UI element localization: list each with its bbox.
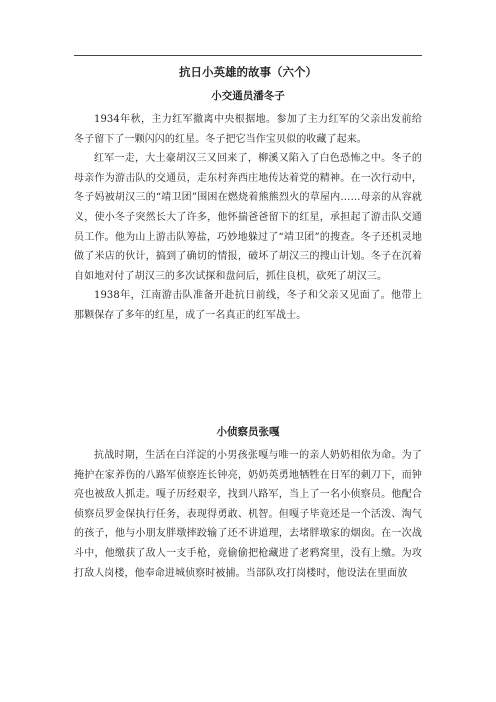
- story-section: [74, 88, 422, 326]
- paragraph: 抗战时期，生活在白洋淀的小男孩张嘎与唯一的亲人奶奶相依为命。为了掩护在家养伤的八路军侦察连长钟亮，奶奶英勇地牺牲在日军的刺刀下，而钟亮也被敌人抓走。嘎子历经艰辛，找到八路军，当上了一名小侦察员。他配合侦察员罗金保执行任务，表现得勇敢、机智。但嘎子毕竟还是一个活泼、淘气的孩子，他与小朋友胖墩摔跤输了还不讲道理，去堵胖墩家的烟囱。在一次战斗中，他缴获了敌人一支手枪，竟偷偷把枪藏进了老鸦窝里，没有上缴。为攻打敌人岗楼，他奉命进城侦察时被捕。当部队攻打岗楼时，他设法在里面放: [74, 450, 422, 579]
- document-title: 抗日小英雄的故事（六个）: [179, 65, 317, 79]
- header-rule: [74, 55, 422, 56]
- story-title: 小交通员潘冬子: [211, 90, 285, 102]
- paragraph: 1934年秋，主力红军撤离中央根据地。参加了主力红军的父亲出发前给冬子留下了一颗闪闪的红星。冬子把它当作宝贝似的收藏了起来。: [74, 114, 422, 145]
- paragraph: 红军一走，大土豪胡汉三又回来了，柳溪又陷入了白色恐怖之中。冬子的母亲作为游击队的交通员，走东村奔西庄地传达着党的精神。在一次行动中，冬子妈被胡汉三的“靖卫团”围困在燃烧着熊熊烈火的草屋内……母亲的从容就义，使小冬子突然长大了许多，他怀揣爸爸留下的红星，承担起了游击队交通员工作。他为山上游击队筹盐，巧妙地躲过了“靖卫团”的搜查。冬子还机灵地做了米店的伙计，搞到了确切的情报，破坏了胡汉三的搜山计划。冬子在沉着自如地对付了胡汉三的多次试探和盘问后，抓住良机，砍死了胡汉三。: [74, 153, 422, 282]
- paragraph: 1938年，江南游击队准备开赴抗日前线，冬子和父亲又见面了。他带上那颗保存了多年的红星，成了一名真正的红军战士。: [74, 290, 422, 321]
- story-title: 小侦察员张嘎: [216, 426, 280, 438]
- story-section: [74, 424, 422, 583]
